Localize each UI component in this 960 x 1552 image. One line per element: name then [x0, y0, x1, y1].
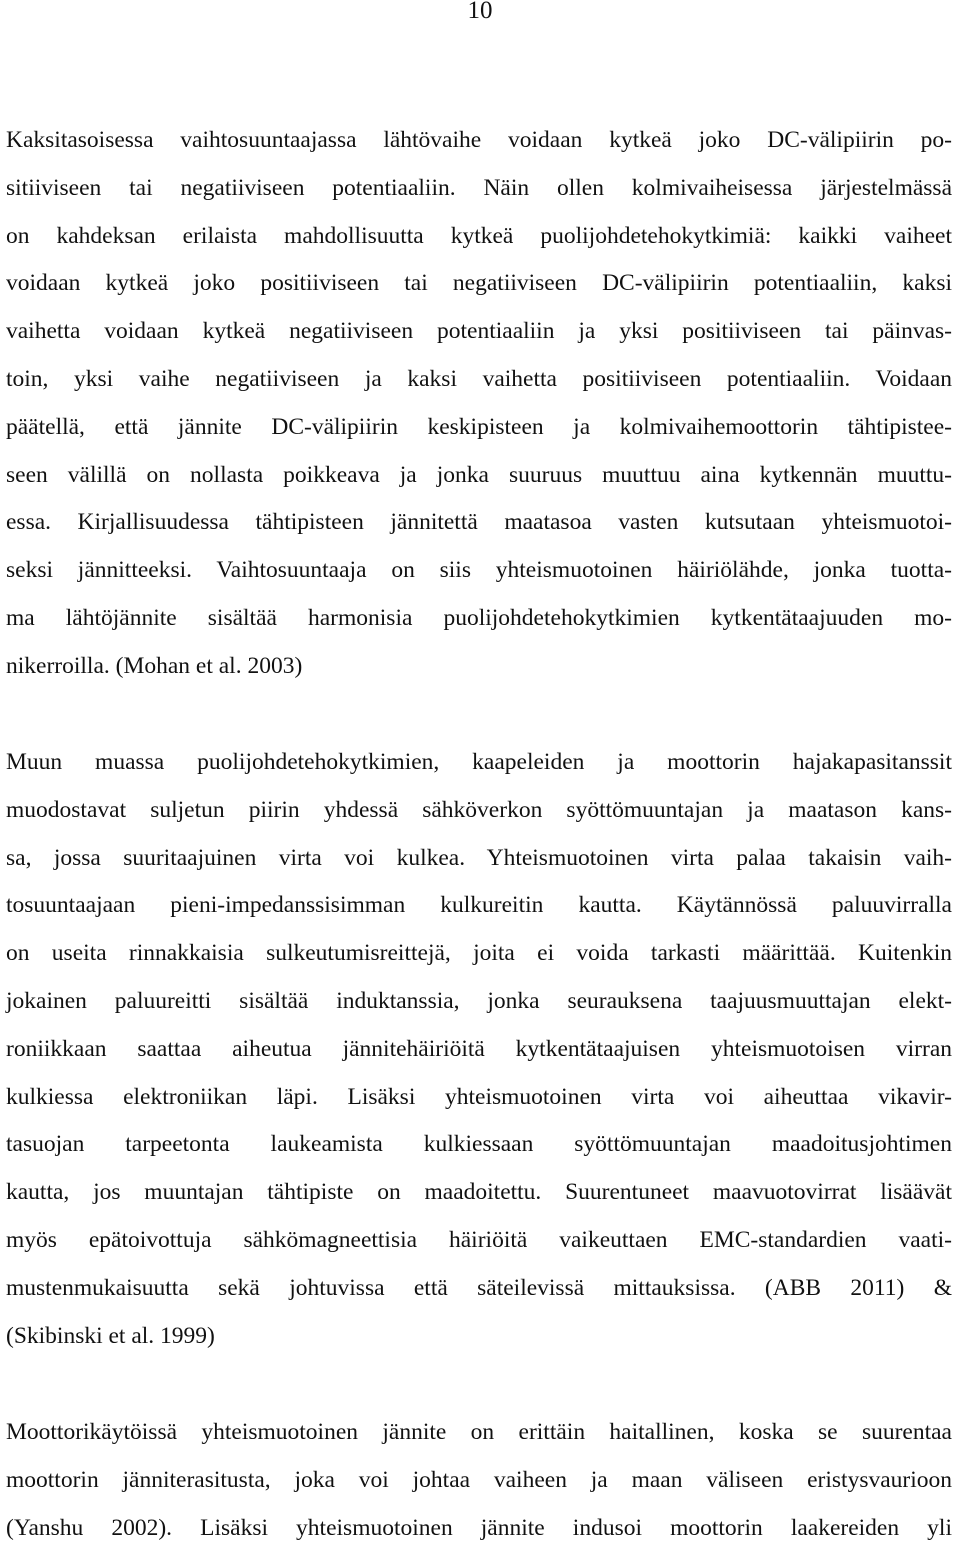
- paragraph-2: [0, 739, 960, 1360]
- text-line: päätellä, että jännite DC-välipiirin keskipisteen ja kolmivaihemoottorin tähtipistee-: [6, 413, 952, 440]
- text-line: vaihetta voidaan kytkeä negatiiviseen potentiaaliin ja yksi positiiviseen tai päinvas-: [6, 318, 952, 345]
- text-line: (Yanshu 2002). Lisäksi yhteismuotoinen jännite indusoi moottorin laakereiden yli: [6, 1514, 952, 1541]
- text-line: tosuuntaajaan pieni-impedanssisimman kulkureitin kautta. Käytännössä paluuvirralla: [6, 892, 952, 919]
- text-line: essa. Kirjallisuudessa tähtipisteen jännitettä maatasoa vasten kutsutaan yhteismuotoi-: [6, 509, 952, 536]
- text-line: sitiiviseen tai negatiiviseen potentiaaliin. Näin ollen kolmivaiheisessa järjestelmässä: [6, 174, 952, 201]
- paragraph-1: [0, 117, 960, 691]
- text-line: tasuojan tarpeetonta laukeamista kulkiessaan syöttömuuntajan maadoitusjohtimen: [6, 1131, 952, 1158]
- text-line: seen välillä on nollasta poikkeava ja jonka suuruus muuttuu aina kytkennän muuttu-: [6, 461, 952, 488]
- text-line: seksi jännitteeksi. Vaihtosuuntaaja on siis yhteismuotoinen häiriölähde, jonka tuotta-: [6, 557, 952, 584]
- text-line: nikerroilla. (Mohan et al. 2003): [6, 652, 303, 679]
- text-line: myös epätoivottuja sähkömagneettisia häiriöitä vaikeuttaen EMC-standardien vaati-: [6, 1226, 952, 1253]
- text-line: toin, yksi vaihe negatiiviseen ja kaksi vaihetta positiiviseen potentiaaliin. Voidaan: [6, 365, 952, 392]
- paragraph-3: [0, 1409, 960, 1552]
- text-line: ma lähtöjännite sisältää harmonisia puolijohdetehokytkimien kytkentätaajuuden mo-: [6, 604, 952, 631]
- text-line: voidaan kytkeä joko positiiviseen tai negatiiviseen DC-välipiirin potentiaaliin, kaksi: [6, 270, 952, 297]
- text-line: Muun muassa puolijohdetehokytkimien, kaapeleiden ja moottorin hajakapasitanssit: [6, 749, 952, 775]
- text-line: kautta, jos muuntajan tähtipiste on maadoitettu. Suurentuneet maavuotovirrat lisäävät: [6, 1179, 952, 1206]
- text-line: moottorin jänniterasitusta, joka voi johtaa vaiheen ja maan väliseen eristysvaurioon: [6, 1466, 952, 1493]
- text-line: jokainen paluureitti sisältää induktanssia, jonka seurauksena taajuusmuuttajan elekt-: [6, 987, 952, 1014]
- text-line: Kaksitasoisessa vaihtosuuntaajassa lähtövaihe voidaan kytkeä joko DC-välipiirin po-: [6, 127, 952, 153]
- text-line: Moottorikäytöissä yhteismuotoinen jännite on erittäin haitallinen, koska se suurentaa: [6, 1419, 952, 1445]
- text-line: muodostavat suljetun piirin yhdessä sähköverkon syöttömuuntajan ja maatason kans-: [6, 796, 952, 823]
- page-number: 10: [467, 0, 493, 24]
- text-line: roniikkaan saattaa aiheutua jännitehäiriöitä kytkentätaajuisen yhteismuotoisen virran: [6, 1035, 952, 1062]
- text-line: on useita rinnakkaisia sulkeutumisreittejä, joita ei voida tarkasti määrittää. Kuitenkin: [6, 940, 952, 967]
- text-line: on kahdeksan erilaista mahdollisuutta kytkeä puolijohdetehokytkimiä: kaikki vaiheet: [6, 222, 952, 249]
- text-line: sa, jossa suuritaajuinen virta voi kulkea. Yhteismuotoinen virta palaa takaisin vaih-: [6, 844, 952, 871]
- text-line: (Skibinski et al. 1999): [6, 1322, 215, 1349]
- text-line: mustenmukaisuutta sekä johtuvissa että säteilevissä mittauksissa. (ABB 2011) &: [6, 1274, 952, 1301]
- text-line: kulkiessa elektroniikan läpi. Lisäksi yhteismuotoinen virta voi aiheuttaa vikavir-: [6, 1083, 952, 1110]
